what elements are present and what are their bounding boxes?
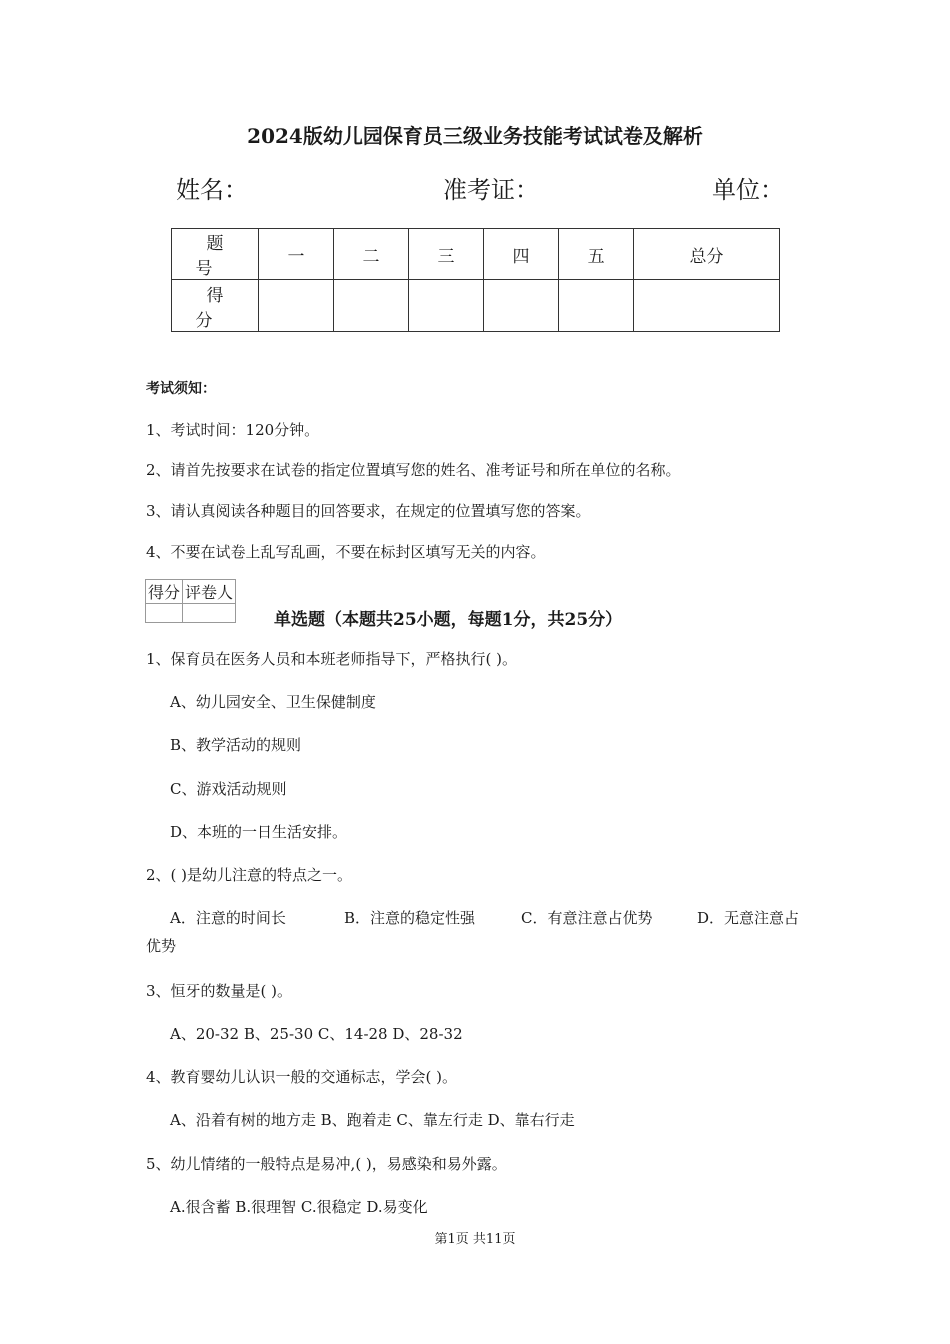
score-cell [559,280,634,332]
question-1-option-d: D、本班的一日生活安排。 [170,823,348,841]
score-cell [409,280,484,332]
notice-heading: 考试须知： [146,381,216,397]
grader-score-label: 得分 [146,580,183,604]
score-table-header-cell: 一 [259,229,334,280]
question-4: 4、教育婴幼儿认识一般的交通标志，学会( )。 [146,1068,458,1086]
score-table-header-cell: 四 [484,229,559,280]
question-5-options: A.很含蓄 B.很理智 C.很稳定 D.易变化 [170,1198,428,1216]
question-3: 3、恒牙的数量是( )。 [146,982,293,1000]
question-1: 1、保育员在医务人员和本班老师指导下，严格执行( )。 [146,650,518,668]
score-table-header-cell: 总分 [634,229,780,280]
score-table [171,228,780,332]
score-cell [484,280,559,332]
grader-table [145,579,236,623]
page-footer: 第1页 共11页 [434,1232,516,1247]
grader-score-cell [146,604,183,623]
question-2-option-c: C．有意注意占优势 [521,909,653,927]
score-table-header-cell: 二 [334,229,409,280]
score-table-header-cell: 三 [409,229,484,280]
question-1-option-a: A、幼儿园安全、卫生保健制度 [170,693,376,711]
grader-label: 评卷人 [183,580,236,604]
score-table-header-cell: 五 [559,229,634,280]
notice-item: 2、请首先按要求在试卷的指定位置填写您的姓名、准考证号和所在单位的名称。 [146,461,681,479]
unit-field-label: 单位： [712,176,784,204]
notice-item: 4、不要在试卷上乱写乱画，不要在标封区填写无关的内容。 [146,543,546,561]
score-cell [334,280,409,332]
question-3-options: A、20-32 B、25-30 C、14-28 D、28-32 [170,1025,463,1043]
score-table-score-row [172,280,780,332]
score-table-header-row [172,229,780,280]
question-2: 2、( )是幼儿注意的特点之一。 [146,866,353,884]
question-2-option-a: A．注意的时间长 [170,909,286,927]
question-1-option-b: B、教学活动的规则 [170,736,302,754]
question-2-option-d-continued: 优势 [146,937,177,955]
notice-item: 1、考试时间：120分钟。 [146,421,320,439]
question-4-options: A、沿着有树的地方走 B、跑着走 C、靠左行走 D、靠右行走 [170,1111,575,1129]
section-title: 单选题（本题共25小题，每题1分，共25分） [274,610,623,630]
score-table-score-label: 得分 [172,280,259,332]
score-cell [259,280,334,332]
question-2-option-d: D．无意注意占 [697,909,800,927]
name-field-label: 姓名： [176,176,248,204]
question-2-option-b: B．注意的稳定性强 [344,909,476,927]
grader-name-cell [183,604,236,623]
notice-item: 3、请认真阅读各种题目的回答要求，在规定的位置填写您的答案。 [146,502,591,520]
score-cell [634,280,780,332]
question-5: 5、幼儿情绪的一般特点是易冲,( )，易感染和易外露。 [146,1155,507,1173]
exam-id-field-label: 准考证： [443,176,539,204]
question-1-option-c: C、游戏活动规则 [170,780,287,798]
page-title: 2024版幼儿园保育员三级业务技能考试试卷及解析 [247,124,703,148]
score-table-header-label: 题号 [172,229,259,280]
